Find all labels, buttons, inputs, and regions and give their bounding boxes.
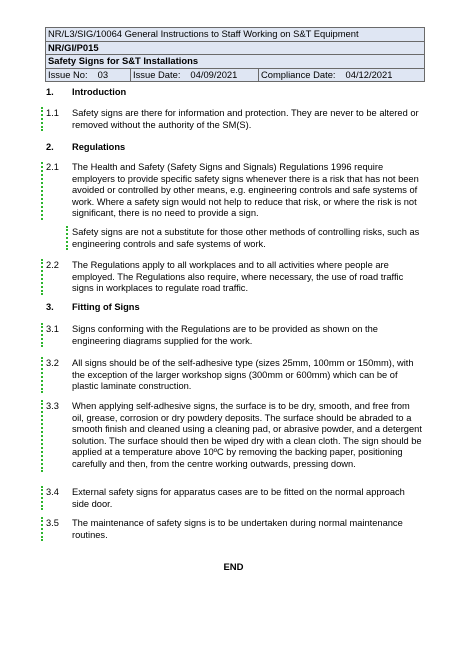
change-bar bbox=[41, 517, 43, 541]
change-bar bbox=[41, 400, 43, 472]
paragraph-number: 2.2 bbox=[46, 260, 59, 270]
section-heading-regulations bbox=[46, 142, 126, 154]
change-bar bbox=[66, 226, 68, 250]
section-number: 1. bbox=[46, 87, 54, 97]
compliance-date-cell bbox=[259, 69, 424, 82]
paragraph-number: 1.1 bbox=[46, 108, 59, 118]
header-document-subject: Safety Signs for S&T Installations bbox=[46, 55, 424, 69]
paragraph-text: The Regulations apply to all workplaces and to all activities where people are employed. The Regulations also require, where necessary, the use of road traffic signs in workplaces to regulate road traffic. bbox=[72, 260, 404, 294]
issue-number-value: 03 bbox=[97, 68, 109, 80]
compliance-date-label: Compliance Date: bbox=[261, 68, 336, 80]
header-issue-row bbox=[46, 69, 424, 82]
end-marker: END bbox=[223, 562, 244, 573]
section-heading-introduction bbox=[46, 87, 127, 99]
change-bar bbox=[41, 259, 43, 295]
change-bar bbox=[41, 107, 43, 131]
issue-number-cell bbox=[46, 69, 131, 82]
paragraph-text: Safety signs are there for information and protection. They are never to be altered or removed without the authority of the SM(S). bbox=[72, 108, 419, 130]
issue-date-label: Issue Date: bbox=[133, 68, 181, 80]
paragraph-text: External safety signs for apparatus cases are to be fitted on the normal approach side door. bbox=[72, 487, 405, 509]
header-document-code: NR/GI/P015 bbox=[46, 42, 424, 56]
issue-number-label: Issue No: bbox=[48, 68, 88, 80]
paragraph-number: 3.1 bbox=[46, 324, 59, 334]
section-title: Regulations bbox=[72, 142, 126, 152]
paragraph-number: 2.1 bbox=[46, 162, 59, 172]
section-title: Introduction bbox=[72, 87, 127, 97]
paragraph-text: When applying self-adhesive signs, the surface is to be dry, smooth, and free from oil, grease, corrosion or dry powdery deposits. The surface should be abraded to a smooth finish and cleaned using a cleaning pad, or abrasive powder, and a detergent solution. The surface should then be wiped dry with a clean cloth. The sign should be applied at a temperature above 10ºC by removing the backing paper, positioning carefully and then, from the centre working outwards, pressing down. bbox=[72, 401, 422, 469]
section-number: 2. bbox=[46, 142, 54, 152]
paragraph-number: 3.3 bbox=[46, 401, 59, 411]
paragraph-text: All signs should be of the self-adhesive type (sizes 25mm, 100mm or 150mm), with the exception of the larger workshop signs (300mm or 600mm) which can be of plastic laminate construction. bbox=[72, 358, 414, 392]
issue-date-value: 04/09/2021 bbox=[190, 68, 238, 80]
change-bar bbox=[41, 162, 43, 220]
paragraph-note: Safety signs are not a substitute for those other methods of controlling risks, such as engineering controls and safe systems of work. bbox=[72, 227, 420, 249]
section-heading-fitting-of-signs bbox=[46, 302, 140, 314]
paragraph-number: 3.5 bbox=[46, 518, 59, 528]
paragraph-number: 3.2 bbox=[46, 358, 59, 368]
paragraph-number: 3.4 bbox=[46, 487, 59, 497]
change-bar bbox=[41, 323, 43, 347]
section-number: 3. bbox=[46, 302, 54, 312]
change-bar bbox=[41, 357, 43, 393]
compliance-date-value: 04/12/2021 bbox=[345, 68, 393, 80]
paragraph-text: The Health and Safety (Safety Signs and Signals) Regulations 1996 require employers to provide specific safety signs whenever there is a risk that has not been avoided or controlled by other means, e.g. engineering controls and safe systems of work. Where a safety sign would not help to reduce that risk, or where the risk is not significant, there is no need to provide a sign. bbox=[72, 162, 419, 219]
issue-date-cell bbox=[131, 69, 259, 82]
section-title: Fitting of Signs bbox=[72, 302, 140, 312]
header-document-title: NR/L3/SIG/10064 General Instructions to Staff Working on S&T Equipment bbox=[46, 28, 424, 42]
document-header bbox=[45, 27, 425, 82]
paragraph-text: The maintenance of safety signs is to be undertaken during normal maintenance routines. bbox=[72, 518, 403, 540]
change-bar bbox=[41, 486, 43, 510]
paragraph-text: Signs conforming with the Regulations are to be provided as shown on the engineering diagrams supplied for the work. bbox=[72, 324, 378, 346]
